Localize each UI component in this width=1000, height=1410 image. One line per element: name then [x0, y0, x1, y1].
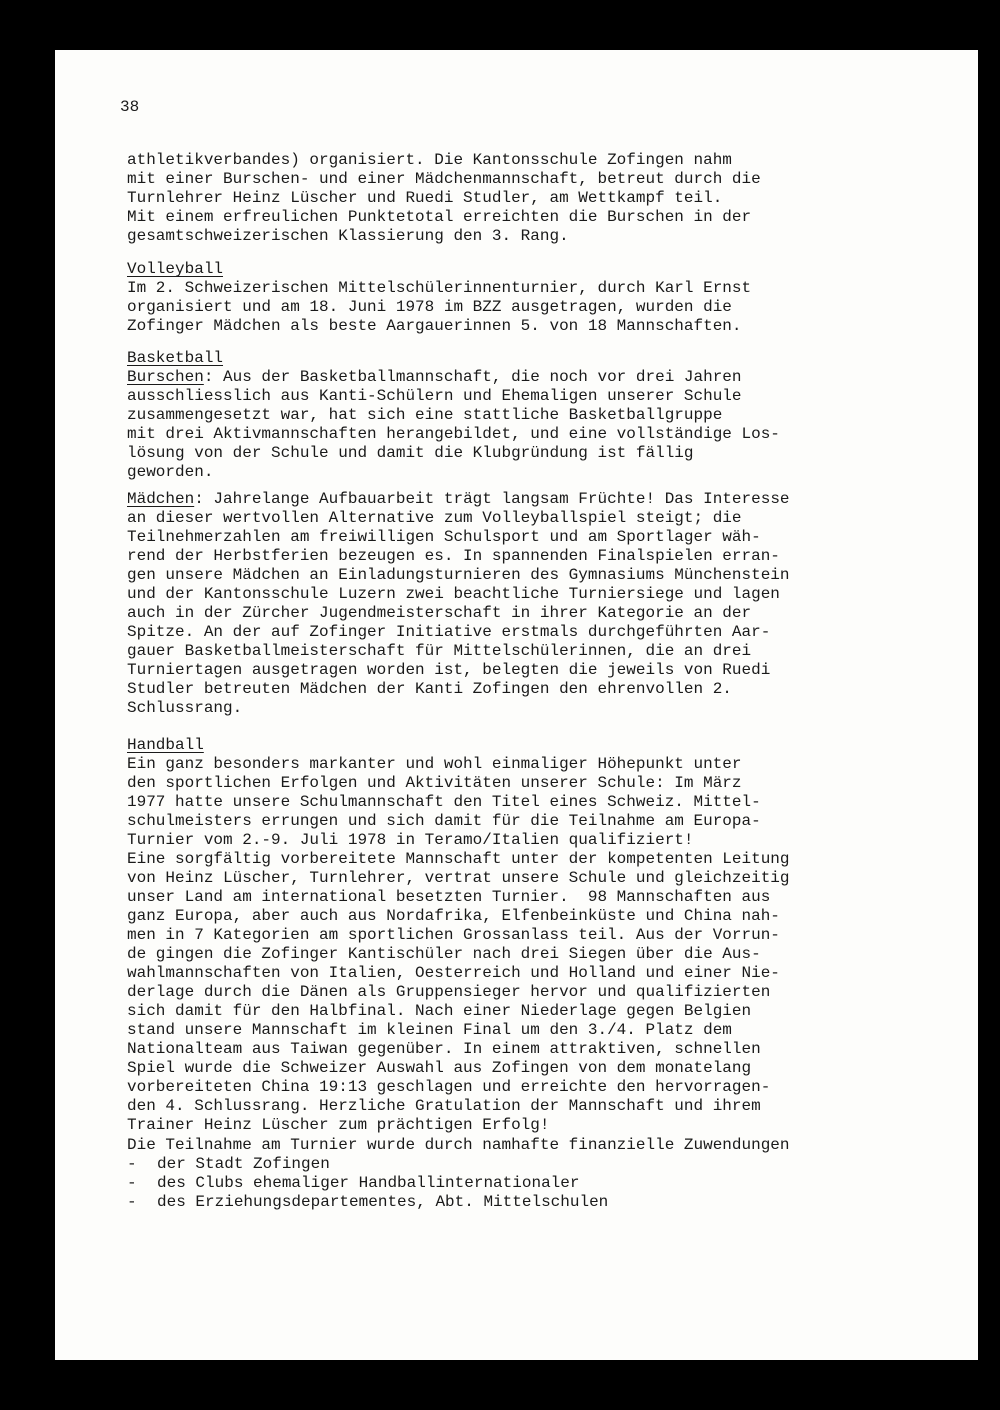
text-line: wahlmannschaften von Italien, Oesterreich und Holland und einer Nie- [127, 964, 780, 982]
list-item-text: des Erziehungsdepartementes, Abt. Mittelschulen [157, 1193, 609, 1211]
text-line: geworden. [127, 463, 214, 481]
text-line: zusammengesetzt war, hat sich eine stattliche Basketballgruppe [127, 406, 723, 424]
text-line: Turniertagen ausgetragen worden ist, belegten die jeweils von Ruedi [127, 661, 771, 679]
text-line: Trainer Heinz Lüscher zum prächtigen Erfolg! [127, 1116, 550, 1134]
text-line: sich damit für den Halbfinal. Nach einer Niederlage gegen Belgien [127, 1002, 752, 1020]
text-line: ganz Europa, aber auch aus Nordafrika, Elfenbeinküste und China nah- [127, 907, 780, 925]
text-line: lösung von der Schule und damit die Klubgründung ist fällig [127, 444, 694, 462]
text-line: athletikverbandes) organisiert. Die Kantonsschule Zofingen nahm [127, 151, 732, 169]
text-line [127, 368, 927, 387]
text-line: Spitze. An der auf Zofinger Initiative erstmals durchgeführten Aar- [127, 623, 771, 641]
list-item [127, 1155, 927, 1174]
document-page [55, 50, 978, 1360]
text-line: gauer Basketballmeisterschaft für Mittelschülerinnen, die an drei [127, 642, 752, 660]
text-line: organisiert und am 18. Juni 1978 im BZZ ausgetragen, wurden die [127, 298, 732, 316]
text-line: Nationalteam aus Taiwan gegenüber. In einem attraktiven, schnellen [127, 1040, 761, 1058]
text-line: von Heinz Lüscher, Turnlehrer, vertrat unsere Schule und gleichzeitig [127, 869, 790, 887]
text-line: Mit einem erfreulichen Punktetotal erreichten die Burschen in der [127, 208, 752, 226]
maedchen-paragraph [127, 490, 927, 718]
text-line: derlage durch die Dänen als Gruppensieger hervor und qualifizierten [127, 983, 771, 1001]
text-line: unser Land am international besetzten Turnier. 98 Mannschaften aus [127, 888, 771, 906]
maedchen-text: : Jahrelange Aufbauarbeit trägt langsam Früchte! Das Interesse [194, 490, 790, 508]
list-marker: - [127, 1174, 137, 1192]
text-line: mit drei Aktivmannschaften herangebildet, und eine vollständige Los- [127, 425, 780, 443]
text-line: gen unsere Mädchen an Einladungsturnieren des Gymnasiums Münchenstein [127, 566, 790, 584]
maedchen-label: Mädchen [127, 490, 195, 508]
text-line: 1977 hatte unsere Schulmannschaft den Titel eines Schweiz. Mittel- [127, 793, 761, 811]
text-line: Im 2. Schweizerischen Mittelschülerinnenturnier, durch Karl Ernst [127, 279, 752, 297]
text-line: den 4. Schlussrang. Herzliche Gratulation der Mannschaft und ihrem [127, 1097, 761, 1115]
text-line: ausschliesslich aus Kanti-Schülern und Ehemaligen unserer Schule [127, 387, 742, 405]
text-line: Teilnehmerzahlen am freiwilligen Schulsport und am Sportlager wäh- [127, 528, 761, 546]
basketball-heading: Basketball [127, 349, 224, 367]
handball-section [127, 736, 927, 850]
basketball-section [127, 349, 927, 482]
text-line: den sportlichen Erfolgen und Aktivitäten unserer Schule: Im März [127, 774, 742, 792]
volleyball-heading: Volleyball [127, 260, 224, 278]
text-line: men in 7 Kategorien am sportlichen Grossanlass teil. Aus der Vorrun- [127, 926, 780, 944]
intro-paragraph [127, 151, 927, 246]
text-line: Turnlehrer Heinz Lüscher und Ruedi Studler, am Wettkampf teil. [127, 189, 723, 207]
handball-paragraph-2 [127, 850, 927, 1135]
list-item-text: der Stadt Zofingen [157, 1155, 330, 1173]
volleyball-section [127, 260, 927, 336]
text-line: vorbereiteten China 19:13 geschlagen und erreichte den hervorragen- [127, 1078, 771, 1096]
list-marker: - [127, 1155, 137, 1173]
text-line: rend der Herbstferien bezeugen es. In spannenden Finalspielen erran- [127, 547, 780, 565]
burschen-label: Burschen [127, 368, 204, 386]
list-marker: - [127, 1193, 137, 1211]
text-line: Spiel wurde die Schweizer Auswahl aus Zofingen von dem monatelang [127, 1059, 752, 1077]
text-line: Turnier vom 2.-9. Juli 1978 in Teramo/Italien qualifiziert! [127, 831, 694, 849]
list-item [127, 1193, 927, 1212]
list-item [127, 1174, 927, 1193]
text-line: mit einer Burschen- und einer Mädchenmannschaft, betreut durch die [127, 170, 761, 188]
text-line: an dieser wertvollen Alternative zum Volleyballspiel steigt; die [127, 509, 742, 527]
burschen-text: : Aus der Basketballmannschaft, die noch vor drei Jahren [203, 368, 742, 386]
text-line: Schlussrang. [127, 699, 243, 717]
text-line: Zofinger Mädchen als beste Aargauerinnen 5. von 18 Mannschaften. [127, 317, 742, 335]
text-line: Die Teilnahme am Turnier wurde durch namhafte finanzielle Zuwendungen [127, 1136, 790, 1154]
text-line: und der Kantonsschule Luzern zwei beachtliche Turniersiege und lagen [127, 585, 780, 603]
text-line: auch in der Zürcher Jugendmeisterschaft in ihrer Kategorie an der [127, 604, 752, 622]
handball-paragraph-3 [127, 1136, 927, 1212]
text-line: Eine sorgfältig vorbereitete Mannschaft unter der kompetenten Leitung [127, 850, 790, 868]
text-line: schulmeisters errungen und sich damit für die Teilnahme am Europa- [127, 812, 761, 830]
text-line: Ein ganz besonders markanter und wohl einmaliger Höhepunkt unter [127, 755, 742, 773]
page-number: 38 [120, 98, 140, 116]
text-line: stand unsere Mannschaft im kleinen Final um den 3./4. Platz dem [127, 1021, 732, 1039]
handball-heading: Handball [127, 736, 204, 754]
text-line: de gingen die Zofinger Kantischüler nach drei Siegen über die Aus- [127, 945, 761, 963]
text-line: gesamtschweizerischen Klassierung den 3. Rang. [127, 227, 569, 245]
text-line: Studler betreuten Mädchen der Kanti Zofingen den ehrenvollen 2. [127, 680, 732, 698]
list-item-text: des Clubs ehemaliger Handballinternationaler [157, 1174, 580, 1192]
text-line [127, 490, 927, 509]
